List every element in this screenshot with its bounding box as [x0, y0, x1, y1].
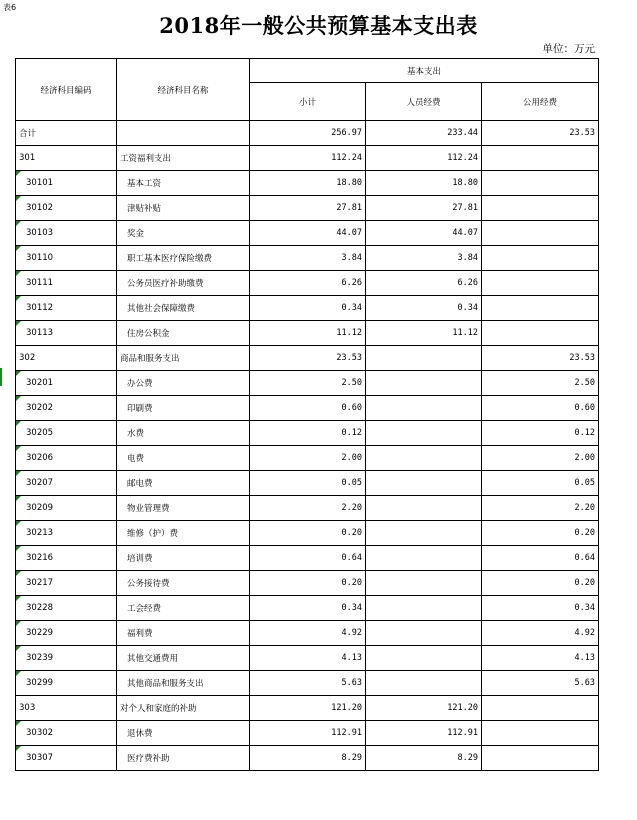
row-name: 邮电费: [117, 471, 250, 496]
row-name: 其他商品和服务支出: [117, 671, 250, 696]
row-subtotal: 18.80: [250, 171, 366, 196]
row-personnel: 11.12: [366, 321, 482, 346]
row-public: [482, 696, 599, 721]
table-row: [16, 221, 599, 246]
row-name: 培训费: [117, 546, 250, 571]
row-name: 维修（护）费: [117, 521, 250, 546]
header-code: 经济科目编码: [16, 59, 117, 121]
row-code: 30299: [16, 671, 117, 696]
row-code: 30101: [16, 171, 117, 196]
row-selection-marker: [0, 368, 2, 386]
row-personnel: 121.20: [366, 696, 482, 721]
table-row: [16, 396, 599, 421]
table-row: [16, 496, 599, 521]
row-public: 23.53: [482, 121, 599, 146]
row-personnel: 44.07: [366, 221, 482, 246]
table-row: [16, 421, 599, 446]
row-personnel: 27.81: [366, 196, 482, 221]
row-public: [482, 746, 599, 771]
row-public: 2.50: [482, 371, 599, 396]
row-name: 水费: [117, 421, 250, 446]
row-code: 30205: [16, 421, 117, 446]
row-code: 30229: [16, 621, 117, 646]
table-row: [16, 596, 599, 621]
row-public: 4.13: [482, 646, 599, 671]
row-name: 住房公积金: [117, 321, 250, 346]
row-personnel: [366, 371, 482, 396]
row-subtotal: 2.50: [250, 371, 366, 396]
row-personnel: [366, 621, 482, 646]
row-code: 30209: [16, 496, 117, 521]
table-row: [16, 246, 599, 271]
row-personnel: 8.29: [366, 746, 482, 771]
table-row: [16, 746, 599, 771]
row-subtotal: 256.97: [250, 121, 366, 146]
table-row: [16, 471, 599, 496]
row-code: 30113: [16, 321, 117, 346]
row-code: 302: [16, 346, 117, 371]
row-code: 合计: [16, 121, 117, 146]
row-personnel: [366, 396, 482, 421]
row-code: 303: [16, 696, 117, 721]
row-name: 奖金: [117, 221, 250, 246]
row-personnel: [366, 446, 482, 471]
row-name: 物业管理费: [117, 496, 250, 521]
row-personnel: [366, 496, 482, 521]
row-name: 工资福利支出: [117, 146, 250, 171]
row-name: [117, 121, 250, 146]
header-personnel: 人员经费: [366, 83, 482, 121]
row-personnel: 18.80: [366, 171, 482, 196]
row-code: 301: [16, 146, 117, 171]
row-public: [482, 271, 599, 296]
row-name: 津贴补贴: [117, 196, 250, 221]
table-row: [16, 721, 599, 746]
row-code: 30239: [16, 646, 117, 671]
table-row: [16, 346, 599, 371]
sheet-label: 表6: [3, 3, 17, 12]
row-subtotal: 0.60: [250, 396, 366, 421]
table-row: [16, 271, 599, 296]
row-personnel: [366, 471, 482, 496]
row-personnel: [366, 671, 482, 696]
row-subtotal: 3.84: [250, 246, 366, 271]
row-public: 23.53: [482, 346, 599, 371]
row-public: 5.63: [482, 671, 599, 696]
row-public: [482, 146, 599, 171]
table-row: [16, 621, 599, 646]
row-subtotal: 0.05: [250, 471, 366, 496]
header-name: 经济科目名称: [117, 59, 250, 121]
row-public: 4.92: [482, 621, 599, 646]
row-code: 30110: [16, 246, 117, 271]
row-code: 30213: [16, 521, 117, 546]
row-subtotal: 2.00: [250, 446, 366, 471]
row-code: 30302: [16, 721, 117, 746]
row-subtotal: 44.07: [250, 221, 366, 246]
row-code: 30111: [16, 271, 117, 296]
row-public: 0.12: [482, 421, 599, 446]
table-row: [16, 371, 599, 396]
row-name: 基本工资: [117, 171, 250, 196]
row-personnel: [366, 346, 482, 371]
row-public: 0.20: [482, 521, 599, 546]
row-personnel: 112.91: [366, 721, 482, 746]
row-public: [482, 721, 599, 746]
row-public: [482, 321, 599, 346]
table-row: [16, 446, 599, 471]
row-code: 30206: [16, 446, 117, 471]
row-name: 办公费: [117, 371, 250, 396]
row-public: [482, 246, 599, 271]
row-subtotal: 4.92: [250, 621, 366, 646]
row-subtotal: 0.34: [250, 296, 366, 321]
row-subtotal: 0.34: [250, 596, 366, 621]
row-public: 0.64: [482, 546, 599, 571]
row-public: [482, 196, 599, 221]
table-row: [16, 646, 599, 671]
row-public: 0.20: [482, 571, 599, 596]
row-name: 公务员医疗补助缴费: [117, 271, 250, 296]
header-public: 公用经费: [482, 83, 599, 121]
row-public: 2.00: [482, 446, 599, 471]
row-subtotal: 6.26: [250, 271, 366, 296]
row-subtotal: 0.64: [250, 546, 366, 571]
row-code: 30102: [16, 196, 117, 221]
table-row: [16, 196, 599, 221]
table-row: [16, 171, 599, 196]
row-public: 2.20: [482, 496, 599, 521]
row-subtotal: 11.12: [250, 321, 366, 346]
table-row: [16, 321, 599, 346]
row-name: 电费: [117, 446, 250, 471]
row-personnel: 3.84: [366, 246, 482, 271]
row-personnel: [366, 546, 482, 571]
row-code: 30112: [16, 296, 117, 321]
row-subtotal: 23.53: [250, 346, 366, 371]
row-public: 0.60: [482, 396, 599, 421]
row-name: 退休费: [117, 721, 250, 746]
row-subtotal: 0.20: [250, 571, 366, 596]
row-name: 医疗费补助: [117, 746, 250, 771]
row-subtotal: 5.63: [250, 671, 366, 696]
row-subtotal: 27.81: [250, 196, 366, 221]
row-subtotal: 0.20: [250, 521, 366, 546]
page-title: 2018年一般公共预算基本支出表: [159, 13, 478, 38]
row-name: 其他社会保障缴费: [117, 296, 250, 321]
budget-table: [15, 58, 599, 771]
row-subtotal: 2.20: [250, 496, 366, 521]
row-subtotal: 4.13: [250, 646, 366, 671]
row-subtotal: 0.12: [250, 421, 366, 446]
table-row: [16, 546, 599, 571]
row-subtotal: 121.20: [250, 696, 366, 721]
row-code: 30216: [16, 546, 117, 571]
row-name: 印刷费: [117, 396, 250, 421]
header-subtotal: 小计: [250, 83, 366, 121]
row-code: 30202: [16, 396, 117, 421]
row-code: 30103: [16, 221, 117, 246]
row-name: 福利费: [117, 621, 250, 646]
row-personnel: [366, 521, 482, 546]
table-row: [16, 296, 599, 321]
row-public: [482, 221, 599, 246]
row-name: 公务接待费: [117, 571, 250, 596]
row-name: 对个人和家庭的补助: [117, 696, 250, 721]
row-subtotal: 8.29: [250, 746, 366, 771]
row-personnel: 233.44: [366, 121, 482, 146]
row-public: [482, 171, 599, 196]
row-public: [482, 296, 599, 321]
table-row: [16, 146, 599, 171]
unit-label: 单位：万元: [542, 43, 595, 55]
row-personnel: [366, 646, 482, 671]
row-subtotal: 112.24: [250, 146, 366, 171]
row-personnel: 0.34: [366, 296, 482, 321]
row-personnel: 6.26: [366, 271, 482, 296]
row-subtotal: 112.91: [250, 721, 366, 746]
row-name: 职工基本医疗保险缴费: [117, 246, 250, 271]
row-code: 30201: [16, 371, 117, 396]
row-personnel: [366, 571, 482, 596]
row-code: 30207: [16, 471, 117, 496]
table-row: [16, 671, 599, 696]
table-row: [16, 121, 599, 146]
table-row: [16, 521, 599, 546]
row-name: 工会经费: [117, 596, 250, 621]
row-public: 0.34: [482, 596, 599, 621]
header-group: 基本支出: [250, 59, 599, 83]
row-code: 30217: [16, 571, 117, 596]
row-personnel: [366, 596, 482, 621]
table-row: [16, 571, 599, 596]
row-personnel: 112.24: [366, 146, 482, 171]
row-name: 其他交通费用: [117, 646, 250, 671]
row-code: 30228: [16, 596, 117, 621]
row-personnel: [366, 421, 482, 446]
row-code: 30307: [16, 746, 117, 771]
row-name: 商品和服务支出: [117, 346, 250, 371]
table-row: [16, 696, 599, 721]
row-public: 0.05: [482, 471, 599, 496]
